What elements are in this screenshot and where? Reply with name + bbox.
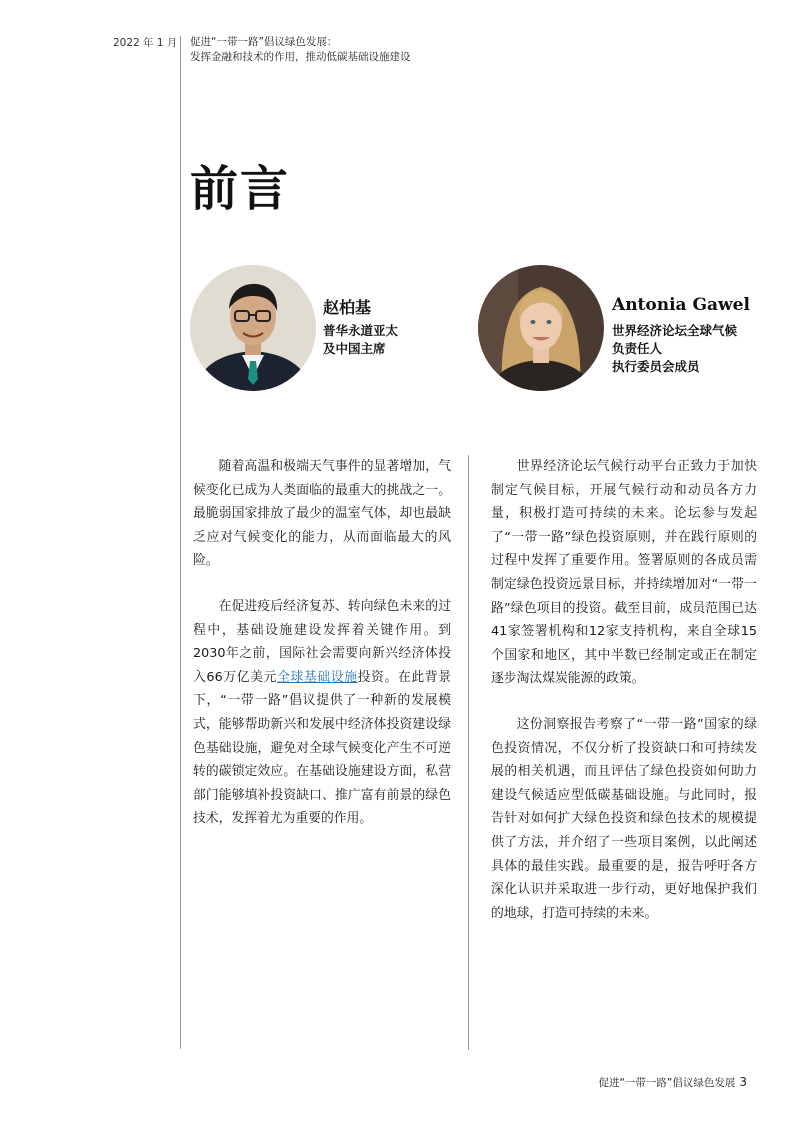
footer-title: 促进“一带一路”倡议绿色发展 (598, 1077, 736, 1089)
header-title (190, 35, 411, 65)
header-divider (180, 36, 181, 1049)
page-title: 前言 (190, 161, 291, 217)
person-name-2: Antonia Gawel (612, 295, 750, 315)
person-role-2-line: 世界经济论坛全球气候 (612, 323, 738, 338)
right-paragraph-2: 这份洞察报告考察了“一带一路”国家的绿色投资情况，不仅分析了投资缺口和可持续发展的相关机遇，而且评估了绿色投资如何助力建设气候适应型低碳基础设施。与此同时，报告针对如何扩大绿色投资和绿色技术的规模提供了方法，并介绍了一些项目案例，以此阐述具体的最佳实践。最重要的是，报告呼吁各方深化认识并采取进一步行动，更好地保护我们的地球，打造可持续的未来。 (491, 716, 757, 921)
portrait-photo-1 (190, 265, 316, 391)
person-role-2-line: 负责任人 (612, 341, 663, 356)
page-number: 3 (739, 1075, 747, 1089)
left-column (193, 455, 451, 853)
header-title-line1: 促进“一带一路”倡议绿色发展： (190, 36, 338, 48)
person-role-1 (323, 322, 433, 358)
header-title-line2: 发挥金融和技术的作用，推动低碳基础设施建设 (190, 51, 411, 63)
right-paragraph-1: 世界经济论坛气候行动平台正致力于加快制定气候目标，开展气候行动和动员各方力量，积极打造可持续的未来。论坛参与发起了“一带一路”绿色投资原则，并在践行原则的过程中发挥了重要作用。签署原则的各成员需制定绿色投资远景目标，并持续增加对“一带一路”绿色项目的投资。截至目前，成员范围已达41家签署机构和12家支持机构，来自全球15个国家和地区，其中半数已经制定或正在制定逐步淘汰煤炭能源的政策。 (491, 459, 757, 687)
person-role-1-line: 及中国主席 (323, 341, 386, 356)
portrait-photo-2 (478, 265, 604, 391)
header-date: 2022 年 1 月 (113, 37, 178, 49)
person-role-1-line: 普华永道亚太 (323, 323, 399, 338)
left-paragraph-2 (193, 595, 451, 831)
column-divider (468, 455, 469, 1050)
page-footer (598, 1075, 747, 1090)
global-infrastructure-link[interactable]: 全球基础设施 (277, 669, 358, 685)
person-role-2-line: 执行委员会成员 (612, 359, 700, 374)
left-paragraph-2-text-b: 投资。在此背景下，“一带一路”倡议提供了一种新的发展模式，能够帮助新兴和发展中经济体投资建设绿色基础设施，避免对全球气候变化产生不可逆转的碳锁定效应。在基础设施建设方面，私营部门能够填补投资缺口、推广富有前景的绿色技术，发挥着尤为重要的作用。 (193, 669, 452, 827)
portrait-photo-1-image (190, 265, 316, 391)
portrait-photo-2-image (478, 265, 604, 391)
left-paragraph-2-text-a: 在促进疫后经济复苏、转向绿色未来的过程中，基础设施建设发挥着关键作用。到2030年之前，国际社会需要向新兴经济体投入66万亿美元 (193, 598, 451, 685)
person-name-1: 赵柏基 (323, 298, 372, 317)
right-column (491, 455, 757, 947)
left-paragraph-1: 随着高温和极端天气事件的显著增加，气候变化已成为人类面临的最重大的挑战之一。最脆弱国家排放了最少的温室气体，却也最缺乏应对气候变化的能力，从而面临最大的风险。 (193, 459, 451, 569)
person-role-2 (612, 322, 782, 376)
